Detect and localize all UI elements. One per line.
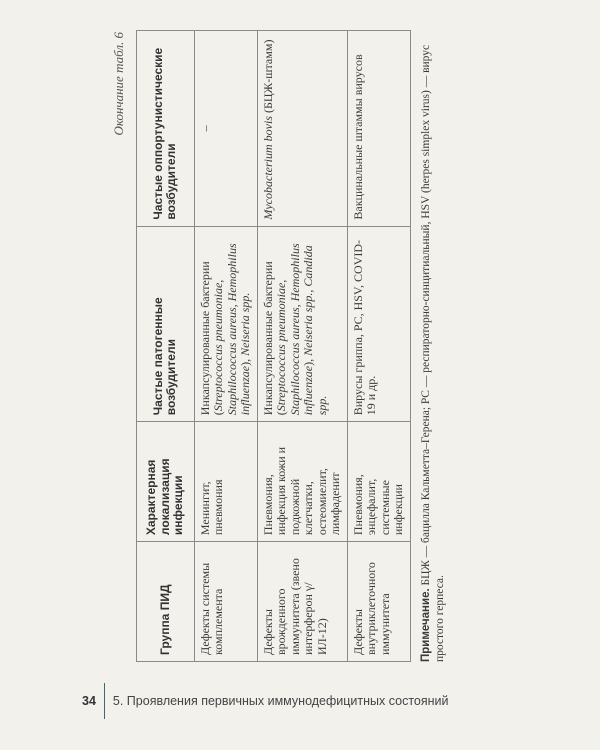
cell-opportunistic: Mycobacterium bovis (БЦЖ-штамм) — [257, 31, 347, 227]
table-row — [194, 31, 257, 662]
footer-divider — [104, 683, 105, 719]
header-opportunistic: Частые оппортунистические возбудители — [137, 31, 195, 227]
cell-pathogens: Инкапсулированные бактерии (Streptococcus pneumoniae, Staphilococcus aureus, Hemophilus influenzae), Neiseria spp., Candida spp. — [257, 226, 347, 422]
cell-pathogens: Инкапсулированные бактерии (Streptococcus pneumoniae, Staphilococcus aureus, Hemophilus influenzae), Neiseria spp. — [194, 226, 257, 422]
table-row — [347, 31, 410, 662]
pid-table — [136, 30, 411, 662]
cell-opportunistic: – — [194, 31, 257, 227]
chapter-title: 5. Проявления первичных иммунодефицитных состояний — [112, 694, 449, 708]
page-footer — [82, 683, 449, 719]
cell-pathogens: Вирусы гриппа, PC, HSV, COVID-19 и др. — [347, 226, 410, 422]
table-caption: Окончание табл. 6 — [111, 32, 126, 136]
cell-opportunistic: Вакцинальные штаммы вирусов — [347, 31, 410, 227]
note-label: Примечание. — [419, 588, 432, 662]
page-number: 34 — [82, 694, 96, 708]
table-row — [257, 31, 347, 662]
table-header-row — [137, 31, 195, 662]
table-note — [419, 30, 447, 662]
header-location: Характерная локализация инфекции — [137, 422, 195, 542]
cell-group: Дефекты внутриклеточного иммунитета — [347, 542, 410, 662]
cell-group: Дефекты врожденного иммунитета (звено интерферон γ/ИЛ-12) — [257, 542, 347, 662]
cell-location: Менингит, пневмония — [194, 422, 257, 542]
header-pathogens: Частые патогенные возбудители — [137, 226, 195, 422]
cell-group: Дефекты системы комплемента — [194, 542, 257, 662]
note-text: БЦЖ — бацилла Кальметта–Герена; PC — респираторно-синцитиальный, HSV (herpes simplex virus) — вирус простого герпеса. — [419, 44, 446, 662]
rotated-table-block — [110, 30, 580, 662]
header-group: Группа ПИД — [137, 542, 195, 662]
cell-location: Пневмония, энцефалит, системные инфекции — [347, 422, 410, 542]
cell-location: Пневмония, инфекция кожи и подкожной клетчатки, остеомиелит, лимфаденит — [257, 422, 347, 542]
